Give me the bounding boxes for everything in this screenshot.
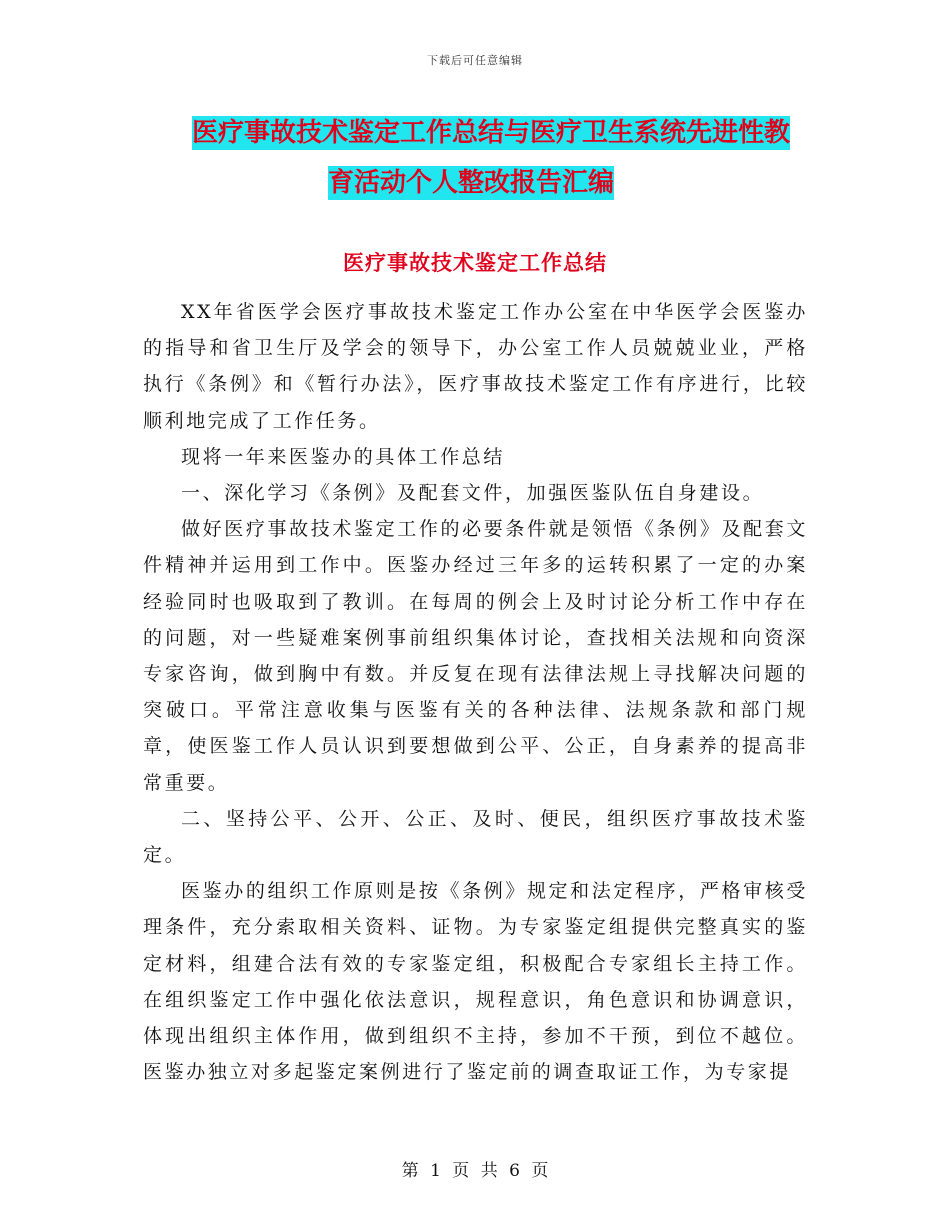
page-header-note: 下载后可任意编辑 bbox=[427, 54, 523, 67]
page-number-footer: 第 1 页 共 6 页 bbox=[401, 1161, 549, 1181]
title-line-1-text: 医疗事故技术鉴定工作总结与医疗卫生系统先进性教 bbox=[192, 118, 791, 148]
title-line-2 bbox=[140, 158, 820, 208]
title-line-1 bbox=[140, 108, 820, 158]
section-title: 医疗事故技术鉴定工作总结 bbox=[343, 250, 607, 275]
title-line-2-text: 育活动个人整改报告汇编 bbox=[328, 168, 615, 198]
paragraph: 一、深化学习《条例》及配套文件，加强医鉴队伍自身建设。 bbox=[181, 482, 765, 505]
document-title bbox=[140, 108, 820, 208]
paragraph: 现将一年来医鉴办的具体工作总结 bbox=[181, 445, 506, 468]
paragraph: XX年省医学会医疗事故技术鉴定工作办公室在中华医学会医鉴办的指导和省卫生厅及学会的领导下，办公室工作人员兢兢业业，严格执行《条例》和《暂行办法》，医疗事故技术鉴定工作有序进行，比较顺利地完成了工作任务。 bbox=[143, 301, 808, 432]
paragraph: 做好医疗事故技术鉴定工作的必要条件就是领悟《条例》及配套文件精神并运用到工作中。医鉴办经过三年多的运转积累了一定的办案经验同时也吸取到了教训。在每周的例会上及时讨论分析工作中存在的问题，对一些疑难案例事前组织集体讨论，查找相关法规和向资深专家咨询，做到胸中有数。并反复在现有法律法规上寻找解决问题的突破口。平常注意收集与医鉴有关的各种法律、法规条款和部门规章，使医鉴工作人员认识到要想做到公平、公正，自身素养的提高非常重要。 bbox=[143, 518, 808, 794]
paragraph: 医鉴办的组织工作原则是按《条例》规定和法定程序，严格审核受理条件，充分索取相关资料、证物。为专家鉴定组提供完整真实的鉴定材料，组建合法有效的专家鉴定组，积极配合专家组长主持工作。在组织鉴定工作中强化依法意识，规程意识，角色意识和协调意识，体现出组织主体作用，做到组织不主持，参加不干预，到位不越位。医鉴办独立对多起鉴定案例进行了鉴定前的调查取证工作，为专家提 bbox=[143, 880, 808, 1084]
document-body bbox=[143, 294, 808, 1090]
paragraph: 二、坚持公平、公开、公正、及时、便民，组织医疗事故技术鉴定。 bbox=[143, 807, 808, 867]
